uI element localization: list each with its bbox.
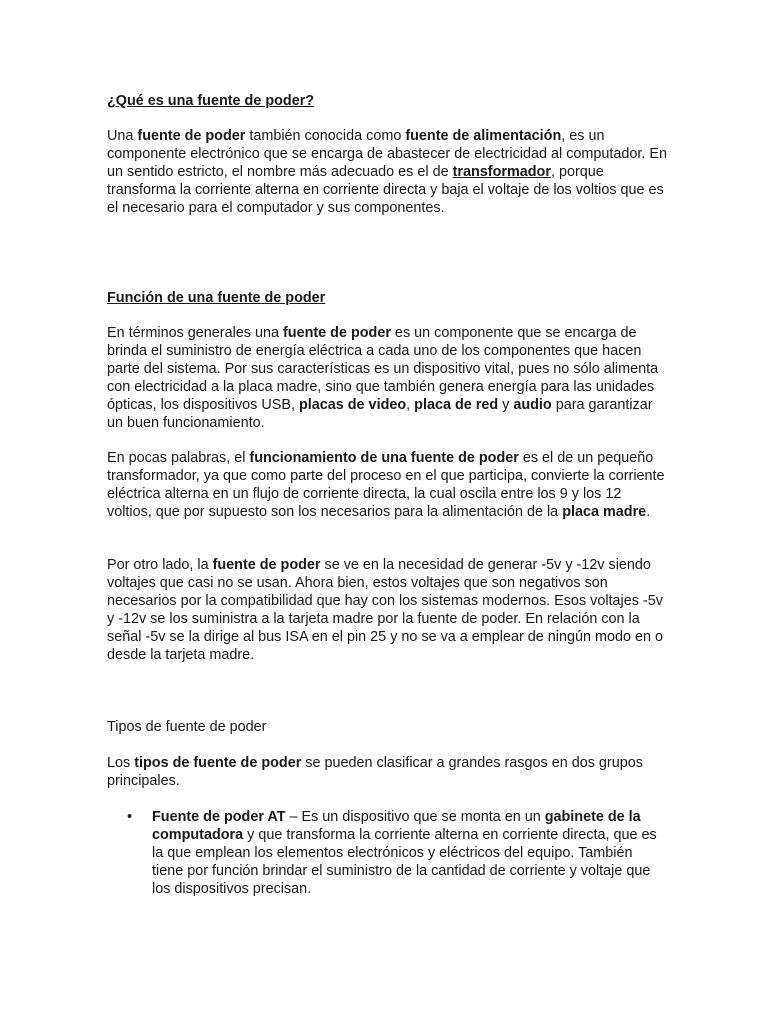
text-run: también conocida como — [245, 128, 406, 144]
text-run: Por otro lado, la — [107, 557, 213, 573]
text-run: se ve en la necesidad de generar -5v y -12v siendo voltajes que casi no se usan. Ahora bien, estos voltajes que son negativos son necesarios por la compatibilidad que hay con los sistemas modernos. Esos voltajes -5v y -12v se los suministra a la tarjeta madre por la fuente de poder. En relación con la señal -5v se la dirige al bus ISA en el pin 25 y no se va a emplear de ningún modo en o desde la tarjeta madre. — [107, 557, 663, 663]
transformador-link[interactable]: transformador — [452, 163, 551, 180]
bold-term: placa madre — [562, 503, 647, 520]
bold-term: funcionamiento de una fuente de poder — [249, 450, 519, 466]
paragraph-definicion — [107, 128, 667, 218]
text-run: , es un componente electrónico que se encarga de abastecer de electricidad al computador. En un sentido estricto, el nombre más adecuado es el de — [107, 128, 667, 180]
paragraph-funcion — [107, 325, 667, 432]
text-run: En términos generales una — [107, 325, 283, 341]
text-run: es un componente que se encarga de brinda el suministro de energía eléctrica a cada uno de los componentes que hacen parte del sistema. Por sus características es un dispositivo vital, pues no sólo alimenta con electricidad a la placa madre, sino que también genera energía para las unidades ópticas, los dispositivos USB, — [107, 325, 659, 413]
bold-term: Fuente de poder AT — [152, 809, 286, 825]
bold-term: tipos de fuente de poder — [134, 755, 302, 771]
text-run: , — [406, 396, 415, 413]
text-run: se pueden clasificar a grandes rasgos en dos grupos principales. — [107, 755, 643, 789]
text-run: y — [498, 396, 514, 413]
text-run: Los — [107, 755, 135, 771]
bold-term: placas de video — [298, 396, 407, 413]
text-run: – Es un dispositivo que se monta en un — [285, 809, 545, 825]
bold-term: fuente de poder — [212, 557, 321, 573]
paragraph-voltajes — [107, 557, 667, 664]
bold-term: fuente de poder — [137, 128, 246, 144]
bullet-dot-icon: • — [127, 809, 133, 825]
text-run: es el de un pequeño transformador, ya que como parte del proceso en el que participa, convierte la corriente eléctrica alterna en un flujo de corriente directa, la cual oscila entre los 9 y los 12 voltios, que por supuesto son los necesarios para la alimentación de la — [107, 450, 665, 520]
bold-term: fuente de alimentación — [405, 128, 562, 144]
list-item — [107, 809, 667, 899]
bold-term: fuente de poder — [283, 325, 391, 341]
heading-que-es: ¿Qué es una fuente de poder? — [107, 93, 315, 109]
bullet-list — [107, 809, 667, 899]
text-run: En pocas palabras, el — [107, 450, 250, 466]
text-run: y que transforma la corriente alterna en corriente directa, que es la que emplean los elementos electrónicos y eléctricos del equipo. También tiene por función brindar el suministro de la cantidad de corriente y voltaje que los dispositivos precisan. — [152, 826, 657, 897]
bold-term: placa de red — [414, 396, 499, 413]
heading-tipos: Tipos de fuente de poder — [107, 719, 267, 735]
text-run: para garantizar un buen funcionamiento. — [107, 396, 653, 431]
bold-term: gabinete de la computadora — [152, 809, 641, 843]
paragraph-pocas-palabras — [107, 450, 667, 522]
text-run: Una — [107, 128, 138, 144]
bold-term: audio — [513, 396, 552, 413]
text-run: . — [646, 503, 651, 520]
text-run: , porque transforma la corriente alterna en corriente directa y baja el voltaje de los voltios que es el necesario para el computador y sus componentes. — [107, 163, 664, 216]
paragraph-tipos — [107, 755, 667, 791]
heading-funcion: Función de una fuente de poder — [107, 290, 326, 306]
